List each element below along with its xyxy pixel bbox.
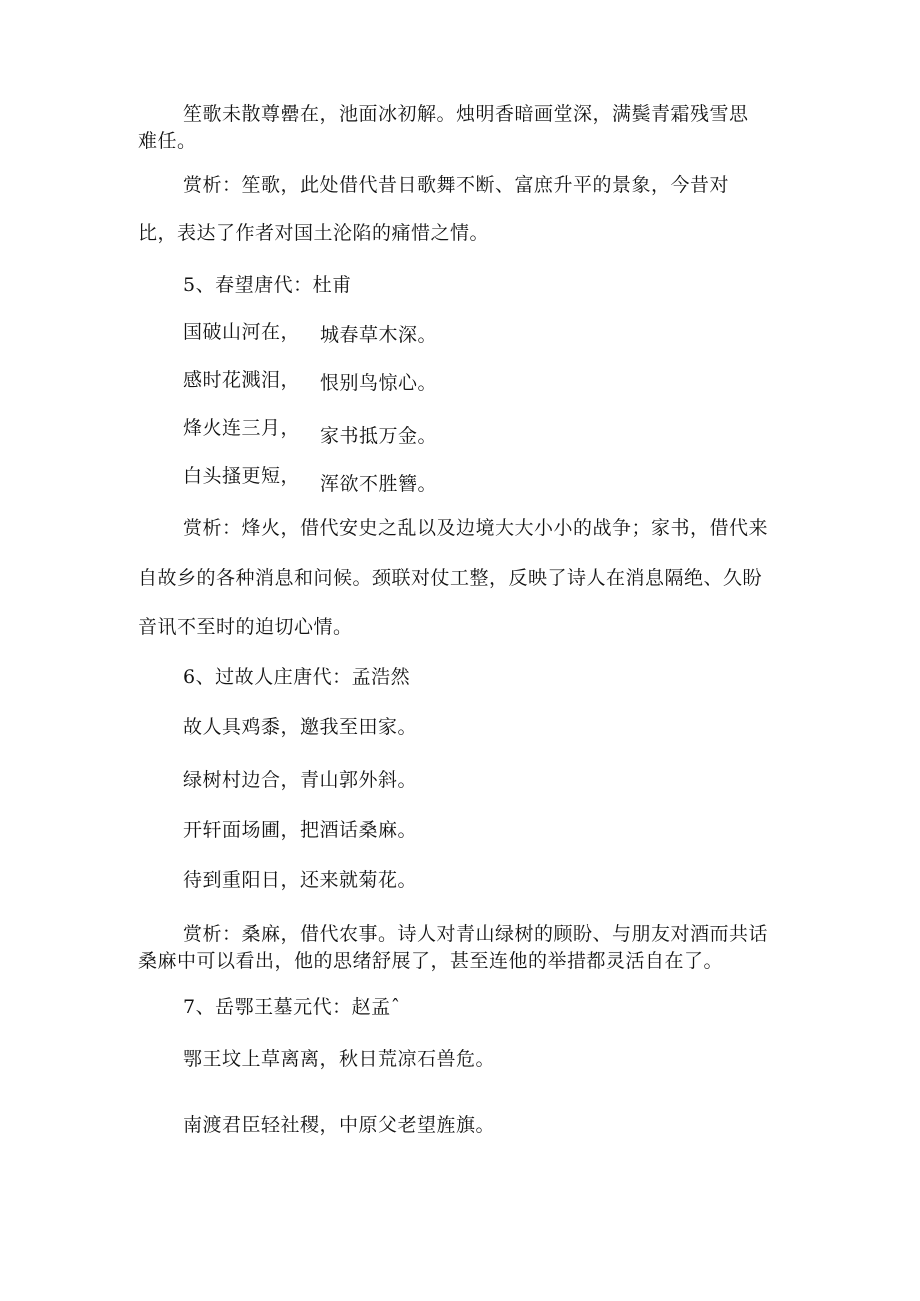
appreciation-line: 音讯不至时的迫切心情。 — [138, 616, 353, 638]
poem-line: 南渡君臣轻社稷，中原父老望旌旗。 — [183, 1114, 496, 1136]
appreciation-line: 赏析：桑麻，借代农事。诗人对青山绿树的顾盼、与朋友对酒而共话 — [183, 923, 769, 945]
poem-heading: 7、岳鄂王墓元代：赵孟ˆ — [183, 996, 401, 1018]
poem-line: 鄂王坟上草离离，秋日荒凉石兽危。 — [183, 1048, 496, 1070]
poem-line-right-clipped: 浑欲不胜簪。 — [320, 473, 438, 492]
appreciation-line: 赏析：笙歌，此处借代昔日歌舞不断、富庶升平的景象，今昔对 — [183, 174, 730, 196]
poem-line: 绿树村边合，青山郭外斜。 — [183, 769, 418, 791]
poem-text-line: 笙歌未散尊罍在，池面冰初解。烛明香暗画堂深，满鬓青霜残雪思 — [183, 103, 749, 125]
poem-line: 开轩面场圃，把酒话桑麻。 — [183, 819, 418, 841]
poem-line-left: 烽火连三月， — [183, 417, 301, 439]
poem-line-left: 白头搔更短， — [183, 465, 301, 487]
poem-heading: 6、过故人庄唐代：孟浩然 — [183, 666, 411, 688]
poem-line: 故人具鸡黍，邀我至田家。 — [183, 716, 418, 738]
poem-line-right: 恨别鸟惊心。 — [320, 372, 438, 394]
poem-line-right: 城春草木深。 — [320, 324, 438, 346]
poem-line-left: 国破山河在， — [183, 321, 301, 343]
poem-line-left: 感时花溅泪， — [183, 369, 301, 391]
poem-text-line: 难任。 — [138, 130, 197, 152]
appreciation-line: 赏析：烽火，借代安史之乱以及边境大大小小的战争；家书，借代来 — [183, 517, 769, 539]
poem-heading: 5、春望唐代：杜甫 — [183, 274, 352, 296]
poem-line: 待到重阳日，还来就菊花。 — [183, 869, 418, 891]
appreciation-line: 比，表达了作者对国土沦陷的痛惜之情。 — [138, 222, 490, 244]
appreciation-line: 自故乡的各种消息和问候。颈联对仗工整，反映了诗人在消息隔绝、久盼 — [138, 567, 763, 589]
poem-line-right: 家书抵万金。 — [320, 425, 438, 447]
appreciation-line: 桑麻中可以看出，他的思绪舒展了，甚至连他的举措都灵活自在了。 — [138, 950, 724, 972]
